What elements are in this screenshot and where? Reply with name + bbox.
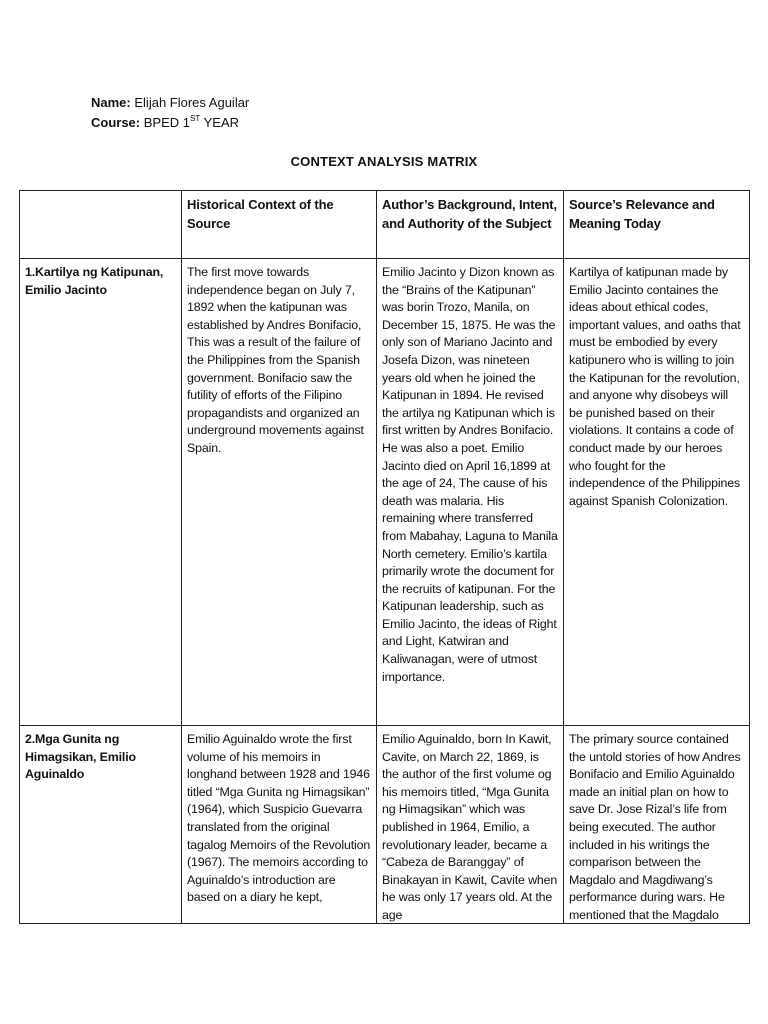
context-analysis-table xyxy=(19,190,750,924)
course-value-post: YEAR xyxy=(203,115,240,130)
row-label-text: 2.Mga Gunita ng Himagsikan, Emilio Aguinaldo xyxy=(25,732,136,782)
row-label xyxy=(20,726,182,924)
page-title: CONTEXT ANALYSIS MATRIX xyxy=(290,154,478,169)
row-label: 1.Kartilya ng Katipunan, Emilio Jacinto xyxy=(20,259,182,726)
historical-context-cell: The first move towards independence began on July 7, 1892 when the katipunan was established by Andres Bonifacio, This was a result of the failure of the Philippines from the Spanish government. Bonifacio saw the futility of efforts of the Filipino propagandists and organized an underground movements against Spain. xyxy=(182,259,377,726)
name-label: Name: xyxy=(91,95,131,110)
course-value-pre: BPED 1 xyxy=(143,115,190,130)
source-relevance-text: The primary source contained the untold stories of how Andres Bonifacio and Emilio Aguinaldo made an initial plan on how to save Dr. Jose Rizal’s life from being executed. The author included in his writings the comparison between the Magdalo and Magdiwang’s performance during wars. He mentioned that the Magdalo xyxy=(569,732,741,922)
author-background-cell xyxy=(377,726,564,924)
header-author-background: Author’s Background, Intent, and Authority of the Subject xyxy=(377,191,564,259)
table-row xyxy=(20,259,750,726)
author-background-cell: Emilio Jacinto y Dizon known as the “Brains of the Katipunan” was borin Trozo, Manila, on December 15, 1875. He was the only son of Mariano Jacinto and Josefa Dizon, was nineteen years old when he joined the Katipunan in 1894. He revised the artilya ng Katipunan which is first written by Andres Bonifacio. He was also a poet. Emilio Jacinto died on April 16,1899 at the age of 24, The cause of his death was malaria. His remaining where transferred from Mabahay, Laguna to Manila North cemetery. Emilio’s kartila primarily wrote the document for the recruits of katipunan. For the Katipunan leadership, such as Emilio Jacinto, the ideas of Right and Light, Katwiran and Kaliwanagan, were of utmost importance. xyxy=(377,259,564,726)
course-line xyxy=(91,113,249,133)
course-value xyxy=(144,115,239,130)
table-row xyxy=(20,726,750,924)
course-label: Course: xyxy=(91,115,141,130)
header-source-relevance: Source’s Relevance and Meaning Today xyxy=(564,191,750,259)
student-info xyxy=(91,93,249,133)
historical-context-cell xyxy=(182,726,377,924)
course-value-sup: ST xyxy=(190,114,201,123)
author-background-text: Emilio Aguinaldo, born In Kawit, Cavite, on March 22, 1869, is the author of the first volume og his memoirs titled, “Mga Gunita ng Himagsikan” which was published in 1964, Emilio, a revolutionary leader, became a “Cabeza de Baranggay” of Binakayan in Kawit, Cavite when he was only 17 years old. At the age xyxy=(382,732,558,922)
table-header-row xyxy=(20,191,750,259)
source-relevance-cell xyxy=(564,726,750,924)
header-historical-context: Historical Context of the Source xyxy=(182,191,377,259)
historical-context-text: Emilio Aguinaldo wrote the first volume of his memoirs in longhand between 1928 and 1946 titled “Mga Gunita ng Himagsikan” (1964), which Suspicio Guevarra translated from the original tagalog Memoirs of the Revolution (1967). The memoirs according to Aguinaldo’s introduction are based on a diary he kept, xyxy=(187,732,371,905)
source-relevance-cell: Kartilya of katipunan made by Emilio Jacinto containes the ideas about ethical codes, important values, and oaths that must be embodied by every katipunero who is willing to join the Katipunan for the revolution, and anyone why disobeys will be punished based on their violations. It contains a code of conduct made by our heroes who fought for the independence of the Philippines against Spanish Colonization. xyxy=(564,259,750,726)
header-cell-empty xyxy=(20,191,182,259)
name-line xyxy=(91,93,249,113)
name-value: Elijah Flores Aguilar xyxy=(134,95,250,110)
